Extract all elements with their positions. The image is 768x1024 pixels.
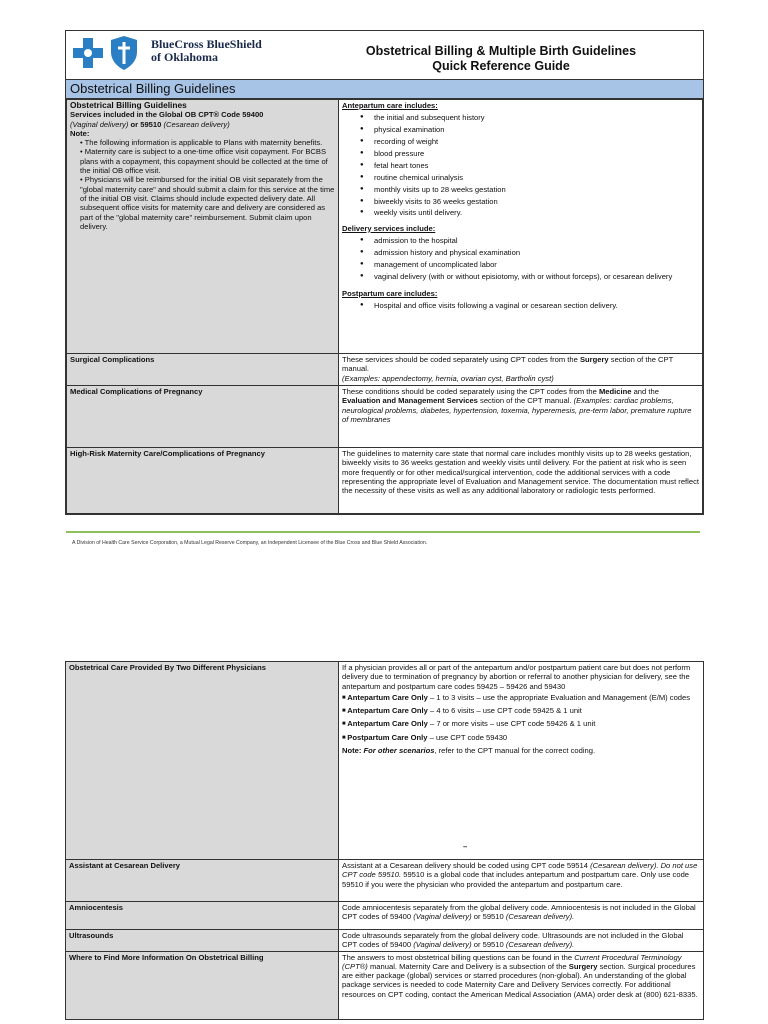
assistant-t2: 59510 is a global code that includes antepartum and postpartum care. Only use code 59510 if you were the physician who provided the antepartum and postpartum care. xyxy=(342,870,690,889)
amnio-t1: Code amniocentesis separately from the global delivery code. Amniocentesis is not included in the Global CPT codes of 59400 xyxy=(342,903,696,922)
amnio-i1: (Vaginal delivery) xyxy=(413,912,472,922)
table-row-intro xyxy=(67,100,703,354)
title-line-1: Obstetrical Billing & Multiple Birth Guidelines xyxy=(365,44,637,58)
antepartum-item: ● physical examination xyxy=(360,125,699,134)
antepartum-item: ● blood pressure xyxy=(360,149,699,158)
ultra-text xyxy=(339,930,704,952)
more-info-t3: section. Surgical procedures are either package (global) services or starred procedures (non-global). An understanding of the global package services is needed to code Maternity Care and Delivery Services correctly. For additional resources on CPT coding, contact the American Medical Association (AMA) order desk at (800) 621-8335. xyxy=(342,961,698,999)
title-line-2: Quick Reference Guide xyxy=(432,59,570,73)
care-option-label: Antepartum Care Only xyxy=(347,692,428,702)
medical-label: Medical Complications of Pregnancy xyxy=(67,386,339,448)
two-physicians-intro: If a physician provides all or part of the antepartum and/or postpartum patient care but does not perform delivery due to termination of pregnancy by abortion or referral to another physician for delivery, see the antepartum and postpartum care codes 59425 – 59426 and 59430 xyxy=(342,663,691,691)
dash-mark: – xyxy=(463,842,468,851)
ultra-i2: (Cesarean delivery). xyxy=(505,940,575,950)
highrisk-label: High-Risk Maternity Care/Complications of Pregnancy xyxy=(67,448,339,514)
note-2-text: Maternity care is subject to a one-time office visit copayment. For BCBS plans with a copayment, this copayment should be collected at the time of the initial OB office visit. xyxy=(80,147,328,176)
blue-shield-icon xyxy=(109,35,139,71)
care-option-item xyxy=(342,693,700,703)
vaginal-text: (Vaginal delivery) xyxy=(70,119,129,129)
table-row-amnio xyxy=(66,902,704,930)
care-option-text: – 4 to 6 visits – use CPT code 59425 & 1 unit xyxy=(430,706,582,716)
or-code: or 59510 xyxy=(130,119,162,129)
medical-t1: These conditions should be coded separately using the CPT codes from the xyxy=(342,387,597,396)
assistant-i1: (Cesarean delivery). Do not use CPT code 59510. xyxy=(342,861,698,880)
delivery-list xyxy=(342,236,699,281)
medical-b1: Medicine xyxy=(598,387,632,396)
postpartum-heading: Postpartum care includes: xyxy=(342,288,438,298)
square-bullet-icon: ■ xyxy=(342,721,348,728)
antepartum-item: ● recording of weight xyxy=(360,137,699,146)
table-row-assistant xyxy=(66,860,704,902)
table-row-two-physicians xyxy=(66,662,704,860)
amnio-i2: (Cesarean delivery). xyxy=(505,912,575,922)
postpartum-item: ● Hospital and office visits following a vaginal or cesarean section delivery. xyxy=(360,301,699,310)
two-physicians-note xyxy=(342,746,700,755)
antepartum-item: ● biweekly visits to 36 weeks gestation xyxy=(360,197,699,206)
logo-line-1: BlueCross BlueShield xyxy=(151,37,262,51)
delivery-item: ● admission history and physical examination xyxy=(360,248,699,257)
medical-t3: section of the CPT manual. xyxy=(480,396,572,406)
intro-right-cell xyxy=(339,100,703,354)
square-bullet-icon: ■ xyxy=(342,734,348,741)
intro-left-cell xyxy=(67,100,339,354)
care-option-text: – 1 to 3 visits – use the appropriate Evaluation and Management (E/M) codes xyxy=(430,692,691,702)
note-1-text: The following information is applicable to Plans with maternity benefits. xyxy=(84,138,323,148)
care-option-label: Postpartum Care Only xyxy=(347,732,428,742)
note-label: Note: xyxy=(70,128,90,138)
medical-examples: (Examples: cardiac problems, neurological problems, diabetes, hypertension, toxemia, hyperemesis, pre-term labor, premature rupture of membranes xyxy=(342,396,692,424)
table-row-surgical xyxy=(67,354,703,386)
delivery-item: ● admission to the hospital xyxy=(360,236,699,245)
amnio-t2: or 59510 xyxy=(473,912,504,922)
surgical-label: Surgical Complications xyxy=(67,354,339,386)
assistant-label: Assistant at Cesarean Delivery xyxy=(66,860,339,902)
care-option-text: – use CPT code 59430 xyxy=(429,732,508,742)
surgical-b1: Surgery xyxy=(579,355,609,364)
footer-text: A Division of Health Care Service Corporation, a Mutual Legal Reserve Company, an Independent Licensee of the Blue Cross and Blue Shield Association. xyxy=(72,540,428,546)
intro-heading: Obstetrical Billing Guidelines xyxy=(70,100,187,110)
ultra-t1: Code ultrasounds separately from the global delivery code. Ultrasounds are not included in the Global CPT codes of 59400 xyxy=(342,931,684,950)
bcbs-logo xyxy=(71,34,301,74)
care-option-label: Antepartum Care Only xyxy=(347,719,428,729)
delivery-item: ● management of uncomplicated labor xyxy=(360,260,699,269)
services-label: Services included in the Global OB CPT® Code 59400 xyxy=(70,110,264,120)
amnio-text xyxy=(339,902,704,930)
delivery-heading: Delivery services include: xyxy=(342,223,436,233)
two-physicians-label: Obstetrical Care Provided By Two Different Physicians xyxy=(66,662,339,860)
table-row-ultrasounds xyxy=(66,930,704,952)
tp-note-label: Note: xyxy=(342,746,362,756)
blue-cross-icon xyxy=(71,36,105,70)
care-option-item xyxy=(342,719,700,729)
ultra-t2: or 59510 xyxy=(473,940,504,950)
care-option-item xyxy=(342,706,700,716)
guidelines-table-bottom xyxy=(65,661,704,1020)
antepartum-list xyxy=(342,113,699,217)
guidelines-table-top xyxy=(66,99,703,514)
surgical-text xyxy=(339,354,703,386)
note-1: • The following information is applicable to Plans with maternity benefits. xyxy=(80,138,323,148)
footer-divider xyxy=(66,531,700,533)
highrisk-text: The guidelines to maternity care state that normal care includes monthly visits up to 28 weeks gestation, biweekly visits to 36 weeks gestation and weekly visits until delivery. For the patient at risk who is seen more frequently or for other medical/surgical intervention, code the additional services with a code representing the appropriate level of Evaluation and Management service. The documentation must reflect the necessity of these visits as well as any additional laboratory or radiologic tests performed. xyxy=(339,448,703,514)
section-title: Obstetrical Billing Guidelines xyxy=(66,79,703,99)
more-info-t2: manual. Maternity Care and Delivery is a subsection of the xyxy=(369,961,567,971)
antepartum-item: ● the initial and subsequent history xyxy=(360,113,699,122)
medical-b2: Evaluation and Management Services xyxy=(342,396,478,406)
square-bullet-icon: ■ xyxy=(342,708,348,715)
note-3-text: Physicians will be reimbursed for the initial OB visit separately from the "global maternity care" and should submit a claim for this service at the time of the initial OB visit. Claims should include expected delivery date. All subsequent office visits for maternity care and delivery are considered as part of the "global maternity care" reimbursement. Submit claim upon delivery. xyxy=(80,175,335,231)
table-row-more-info xyxy=(66,951,704,1019)
cesarean-text: (Cesarean delivery) xyxy=(163,119,230,129)
assistant-t1: Assistant at a Cesarean delivery should be coded using CPT code 59514 xyxy=(342,861,588,870)
medical-text xyxy=(339,386,703,448)
medical-t2: and the xyxy=(633,387,659,396)
care-option-item xyxy=(342,733,700,743)
services-included xyxy=(70,110,335,129)
surgical-t1: These services should be coded separately using CPT codes from the xyxy=(342,355,578,364)
postpartum-list xyxy=(342,301,699,310)
amnio-label: Amniocentesis xyxy=(66,902,339,930)
antepartum-heading: Antepartum care includes: xyxy=(342,101,438,110)
top-frame xyxy=(65,30,704,515)
table-row-medical xyxy=(67,386,703,448)
antepartum-item: ● routine chemical urinalysis xyxy=(360,173,699,182)
delivery-item: ● vaginal delivery (with or without episiotomy, with or without forceps), or cesarean delivery xyxy=(360,272,699,281)
care-option-text: – 7 or more visits – use CPT code 59426 & 1 unit xyxy=(430,719,596,729)
note-3: • Physicians will be reimbursed for the initial OB visit separately from the "global maternity care" and should submit a claim for this service at the time of the initial OB visit. Claims should include expected delivery date. All subsequent office visits for maternity care and delivery are considered as part of the "global maternity care" reimbursement. Submit claim upon delivery. xyxy=(80,175,335,231)
more-info-i1: Current Procedural Terminology (CPT®) xyxy=(342,952,682,971)
two-physicians-text xyxy=(339,662,704,860)
assistant-text xyxy=(339,860,704,902)
two-physicians-items xyxy=(342,693,700,743)
square-bullet-icon: ■ xyxy=(342,694,348,701)
tp-note-italic: For other scenarios xyxy=(363,746,435,756)
logo-line-2: of Oklahoma xyxy=(151,50,219,64)
tp-note-text: , refer to the CPT manual for the correct coding. xyxy=(434,746,596,756)
ultra-label: Ultrasounds xyxy=(66,930,339,952)
antepartum-item: ● weekly visits until delivery. xyxy=(360,208,699,217)
surgical-examples: (Examples: appendectomy, hernia, ovarian cyst, Bartholin cyst) xyxy=(342,373,554,383)
more-info-text xyxy=(339,951,704,1019)
ultra-i1: (Vaginal delivery) xyxy=(413,940,472,950)
table-row-highrisk xyxy=(67,448,703,514)
antepartum-item: ● fetal heart tones xyxy=(360,161,699,170)
document-title xyxy=(316,44,686,74)
care-option-label: Antepartum Care Only xyxy=(347,706,428,716)
more-info-b1: Surgery xyxy=(568,961,598,971)
antepartum-item: ● monthly visits up to 28 weeks gestation xyxy=(360,185,699,194)
note-2: • Maternity care is subject to a one-time office visit copayment. For BCBS plans with a copayment, this copayment should be collected at the time of the initial OB office visit. xyxy=(80,147,328,176)
more-info-t1: The answers to most obstetrical billing questions can be found in the xyxy=(342,952,573,962)
surgical-t2: section of the CPT manual. xyxy=(342,355,674,374)
more-info-label: Where to Find More Information On Obstetrical Billing xyxy=(66,951,339,1019)
